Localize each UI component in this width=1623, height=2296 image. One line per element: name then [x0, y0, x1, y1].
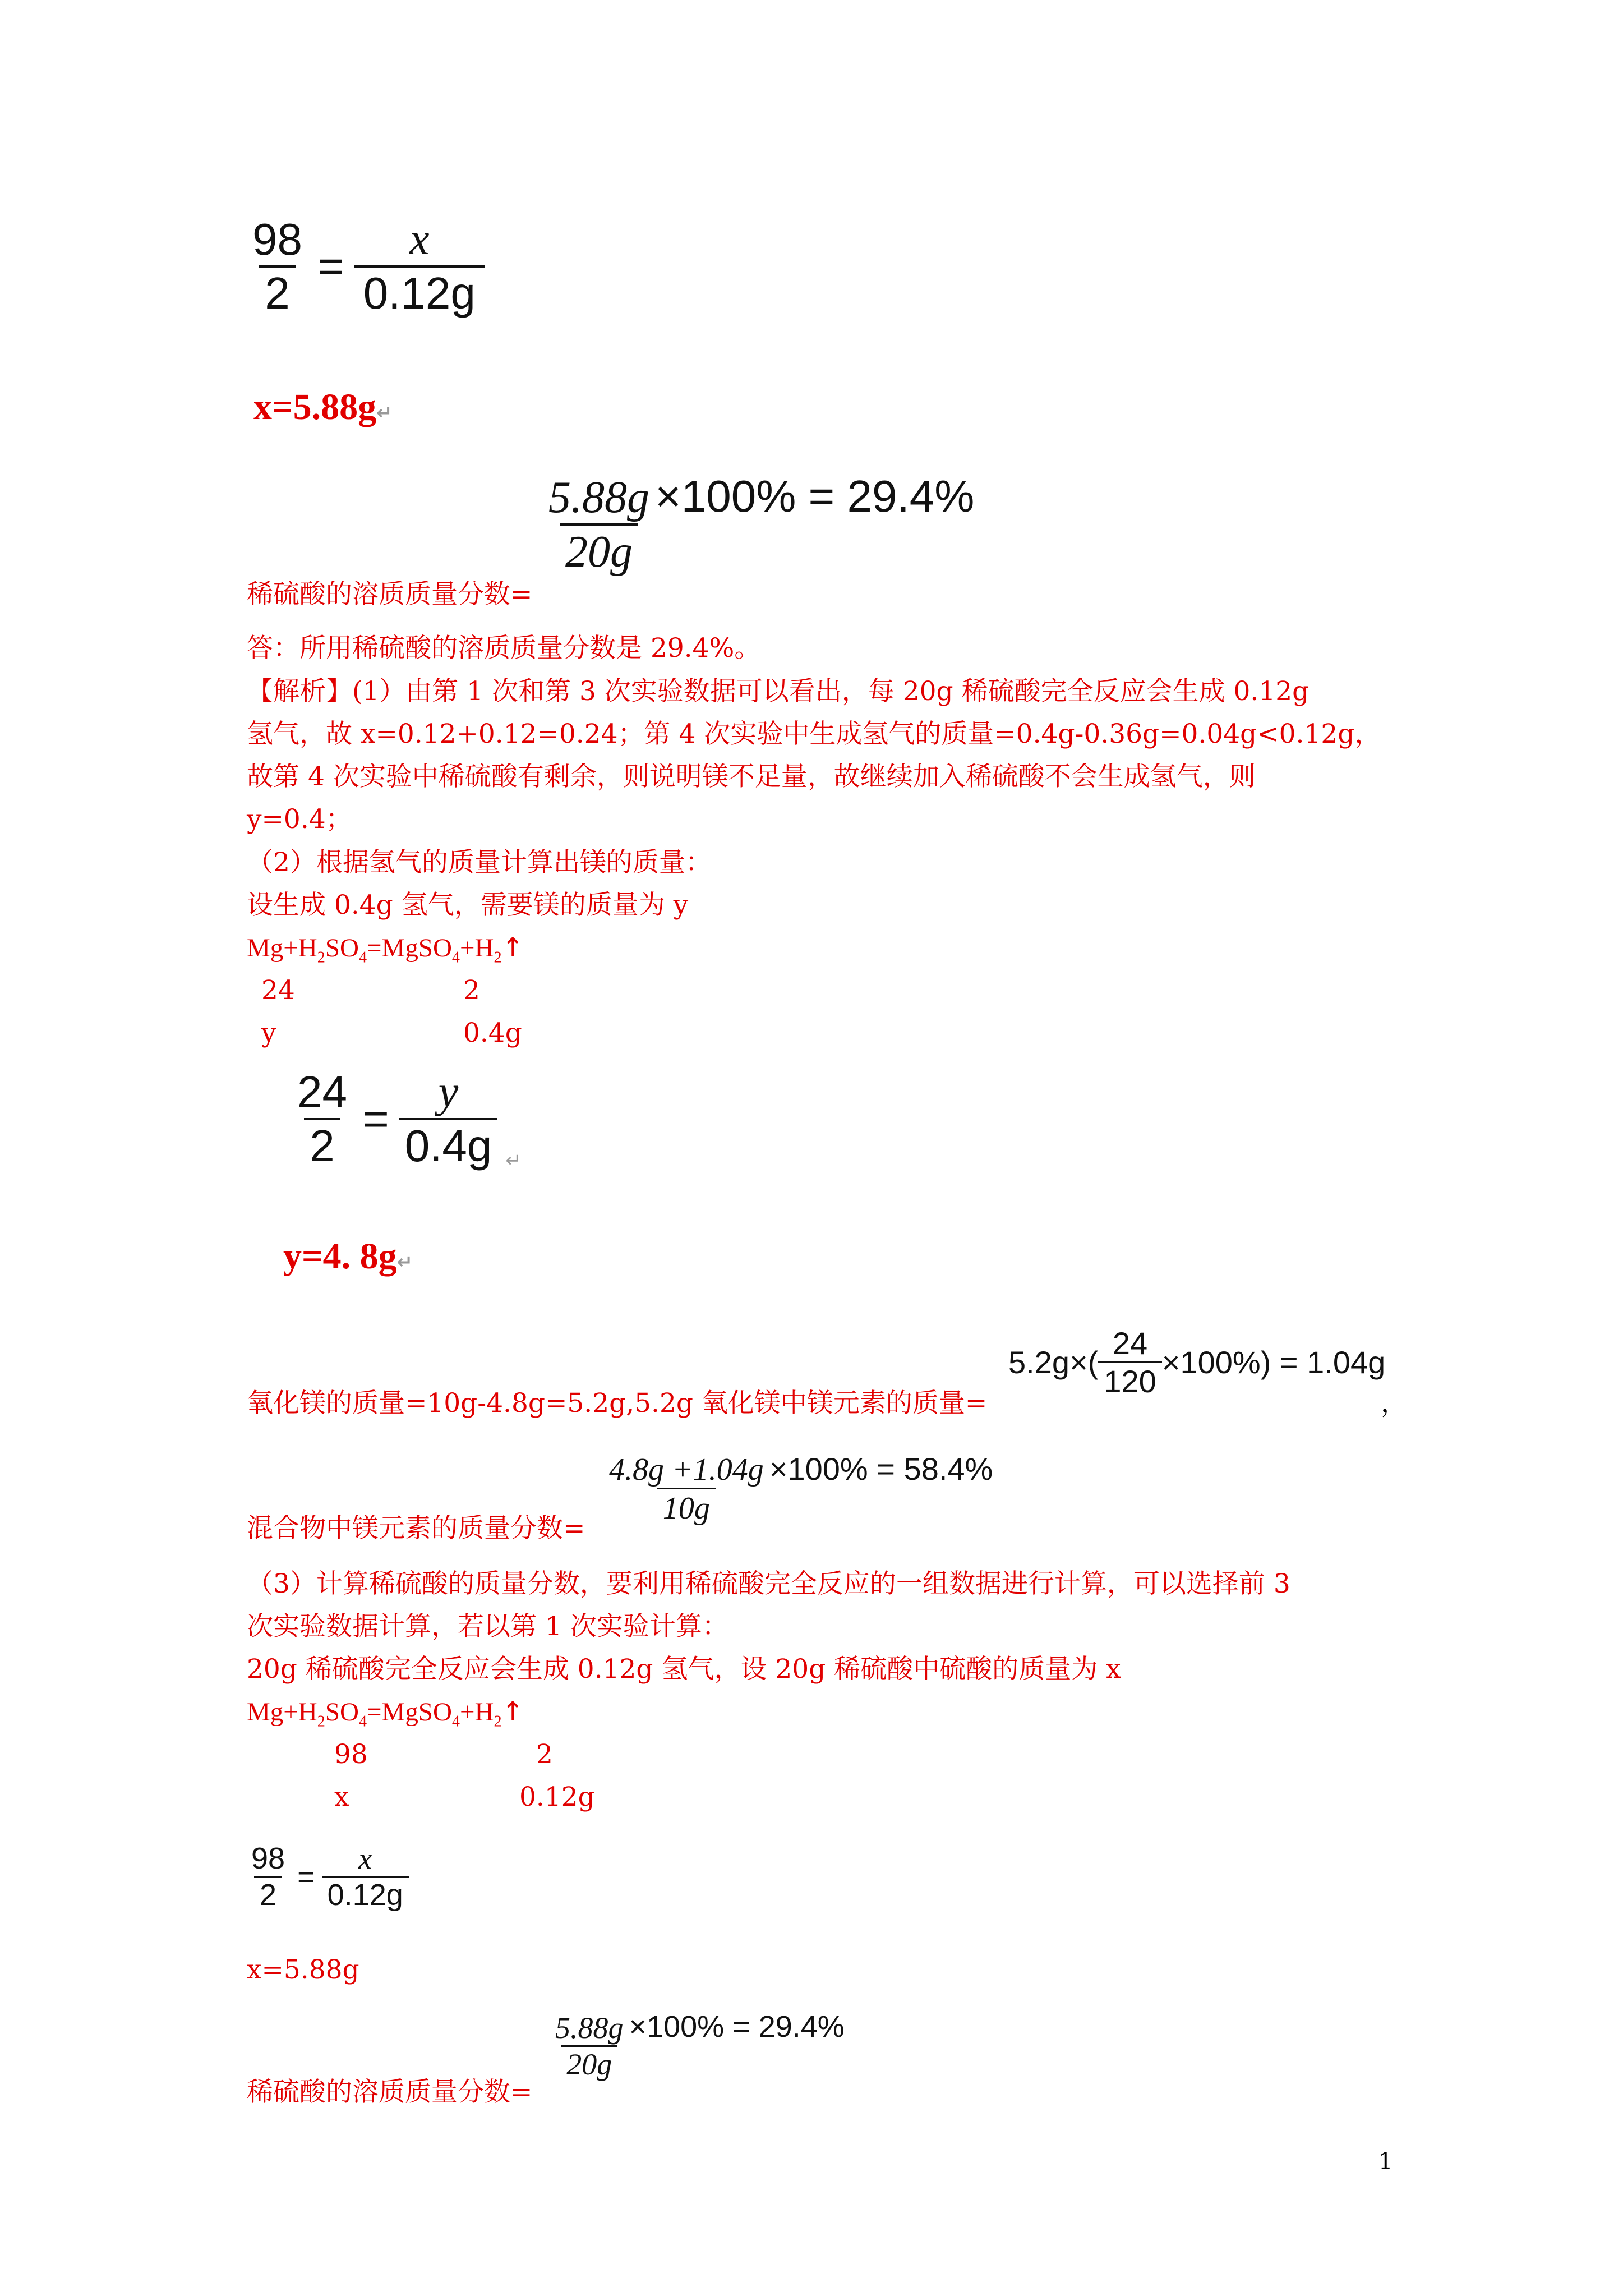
reaction-1-row-1-col-2: 2: [463, 975, 480, 1006]
label-mass-fraction-1: 稀硫酸的溶质质量分数=: [247, 579, 533, 610]
reaction-2-row-2-col-1: x: [334, 1782, 349, 1812]
answer-line: 答：所用稀硫酸的溶质质量分数是 29.4%。: [247, 633, 761, 664]
fraction-left: $\frac{98}{2}$: [252, 214, 302, 318]
reaction-equation-2: $Mg+H_2SO_4=MgSO_4+H_2↑$: [247, 1696, 524, 1731]
analysis-line-3: 故第 4 次实验中稀硫酸有剩余，则说明镁不足量，故继续加入稀硫酸不会生成氢气，则: [247, 761, 1256, 792]
label-mass-fraction-2: 稀硫酸的溶质质量分数=: [247, 2077, 533, 2108]
equation-mass-fraction-2: $\frac{5.88g}{20g}$ ×100% = 29.4%: [555, 2009, 845, 2081]
equation-mg-in-mgo: 5.2g×( $\frac{24}{120}$ ×100%) = 1.04g: [1008, 1326, 1386, 1399]
x-result: x=5.88g↵: [253, 386, 393, 427]
mixture-fraction-label: 混合物中镁元素的质量分数=: [247, 1513, 585, 1544]
equation-proportion-98-small: $\frac{98}{2}$ = $\frac{x}{0.12g}$: [246, 1841, 409, 1912]
equation-proportion-24: $\frac{24}{2}$ = $\frac{y}{0.4g}$ ↵: [297, 1066, 522, 1172]
equation-proportion-98: $\frac{98}{2}$ = $\frac{x}{0.12g}$: [247, 213, 485, 319]
reaction-2-row-1-col-1: 98: [334, 1739, 368, 1770]
x-result-2: x=5.88g: [247, 1954, 359, 1985]
reaction-1-row-1-col-1: 24: [261, 975, 295, 1006]
equation-mg-fraction: $\frac{4.8g +1.04g}{10g}$ ×100% = 58.4%: [609, 1451, 993, 1526]
analysis-part2-line-2: 设生成 0.4g 氢气，需要镁的质量为 y: [247, 890, 689, 921]
reaction-1-row-2-col-1: y: [261, 1018, 276, 1048]
y-result: y=4. 8g↵: [283, 1236, 413, 1277]
part3-line-3: 20g 稀硫酸完全反应会生成 0.12g 氢气，设 20g 稀硫酸中硫酸的质量为 x: [247, 1654, 1121, 1685]
analysis-line-2: 氢气，故 x=0.12+0.12=0.24；第 4 次实验中生成氢气的质量=0.4g-0.36g=0.04g<0.12g，: [247, 719, 1381, 749]
analysis-line-1: 【解析】(1）由第 1 次和第 3 次实验数据可以看出，每 20g 稀硫酸完全反应会生成 0.12g: [247, 676, 1310, 707]
reaction-2-row-2-col-2: 0.12g: [519, 1782, 595, 1812]
fraction-right: $\frac{x}{0.12g}$: [354, 213, 485, 319]
analysis-part2-line-1: （2）根据氢气的质量计算出镁的质量：: [247, 847, 712, 878]
equation-mass-fraction-1: $\frac{5.88g}{20g}$ ×100% = 29.4%: [548, 471, 975, 577]
page-number: 1: [1378, 2148, 1393, 2174]
analysis-line-4: y=0.4；: [247, 804, 352, 835]
reaction-equation-1: $Mg+H_2SO_4=MgSO_4+H_2↑$: [247, 932, 524, 967]
part3-line-2: 次实验数据计算，若以第 1 次实验计算：: [247, 1611, 728, 1642]
return-mark: ↵: [376, 402, 393, 424]
reaction-2-row-1-col-2: 2: [536, 1739, 553, 1770]
mgo-mass-line: 氧化镁的质量=10g-4.8g=5.2g,5.2g 氧化镁中镁元素的质量=: [247, 1388, 988, 1419]
reaction-1-row-2-col-2: 0.4g: [463, 1018, 522, 1048]
mgo-line-comma: ，: [1381, 1388, 1407, 1419]
part3-line-1: （3）计算稀硫酸的质量分数，要利用稀硫酸完全反应的一组数据进行计算，可以选择前 3: [247, 1568, 1290, 1599]
